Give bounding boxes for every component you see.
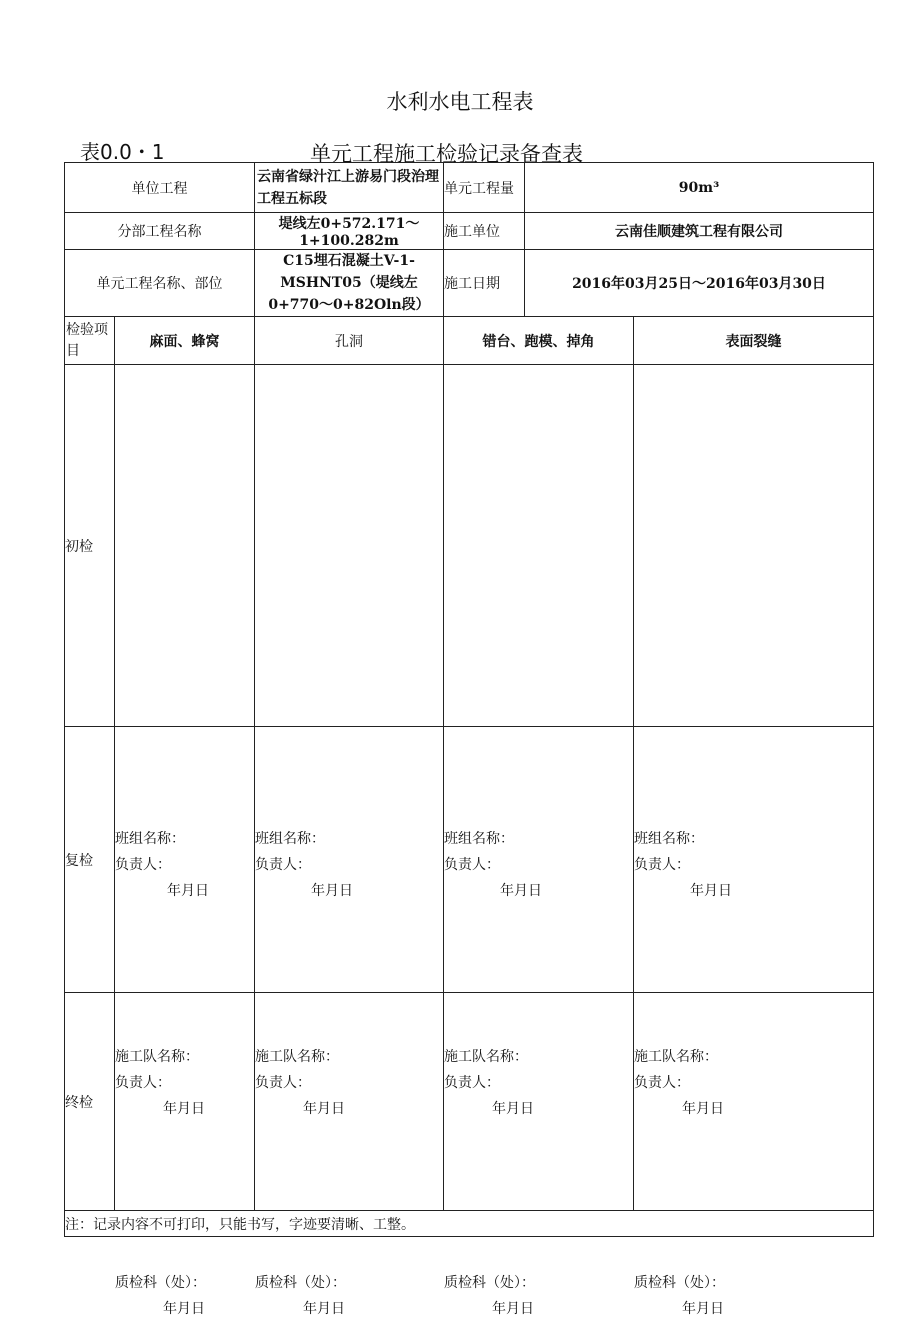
date-label: 年月日 — [492, 1100, 534, 1117]
crew-name-label: 施工队名称： — [634, 1048, 718, 1065]
qc-department-label: 质检科（处）： — [444, 1274, 535, 1291]
date-label: 年月日 — [492, 1300, 534, 1317]
element-value: C15埋石混凝土V-1-MSHNT05（堤线左0+770～0+82Oln段） — [255, 250, 444, 317]
person-in-charge-label: 负责人： — [444, 1074, 500, 1091]
crew-name-label: 施工队名称： — [444, 1048, 528, 1065]
final-cell — [255, 993, 444, 1317]
unit-project-label: 单位工程 — [65, 163, 255, 213]
stage-final-label: 终检 — [65, 993, 115, 1211]
qc-department-label: 质检科（处）： — [255, 1274, 346, 1291]
unit-quantity-label: 单元工程量 — [444, 163, 525, 213]
item-holes: 孔洞 — [255, 317, 444, 365]
stage-recheck-label: 复检 — [65, 727, 115, 993]
table-number: 表0.0・1 — [80, 140, 165, 164]
person-in-charge-label: 负责人： — [634, 856, 690, 873]
person-in-charge-label: 负责人： — [115, 856, 171, 873]
item-pitting: 麻面、蜂窝 — [115, 317, 255, 365]
item-surface-cracks: 表面裂缝 — [634, 317, 874, 365]
person-in-charge-label: 负责人： — [444, 856, 500, 873]
division-label: 分部工程名称 — [65, 213, 255, 250]
team-name-label: 班组名称： — [255, 830, 325, 847]
division-value: 堤线左0+572.171～1+100.282m — [255, 213, 444, 250]
date-label: 年月日 — [311, 882, 353, 899]
date-label: 年月日 — [303, 1300, 345, 1317]
team-name-label: 班组名称： — [115, 830, 185, 847]
person-in-charge-label: 负责人： — [634, 1074, 690, 1091]
contractor-value: 云南佳顺建筑工程有限公司 — [525, 213, 874, 250]
date-label: 年月日 — [500, 882, 542, 899]
team-name-label: 班组名称： — [444, 830, 514, 847]
date-label: 年月日 — [163, 1300, 205, 1317]
date-label: 年月日 — [690, 882, 732, 899]
inspection-record-table — [64, 162, 874, 1317]
initial-cell — [634, 365, 874, 899]
page-title: 水利水电工程表 — [386, 90, 534, 114]
person-in-charge-label: 负责人： — [255, 856, 311, 873]
date-label: 年月日 — [682, 1100, 724, 1117]
initial-cell — [115, 365, 255, 899]
date-value: 2016年03月25日～2016年03月30日 — [525, 250, 874, 317]
person-in-charge-label: 负责人： — [115, 1074, 171, 1091]
initial-cell — [444, 365, 634, 899]
final-cell — [634, 993, 874, 1317]
item-misalignment: 错台、跑模、掉角 — [444, 317, 634, 365]
unit-project-value: 云南省绿汁江上游易门段治理工程五标段 — [255, 163, 444, 213]
unit-quantity-value: 90m³ — [525, 163, 874, 213]
date-label: 施工日期 — [444, 250, 525, 317]
crew-name-label: 施工队名称： — [115, 1048, 199, 1065]
initial-cell — [255, 365, 444, 899]
date-label: 年月日 — [303, 1100, 345, 1117]
crew-name-label: 施工队名称： — [255, 1048, 339, 1065]
date-label: 年月日 — [163, 1100, 205, 1117]
qc-department-label: 质检科（处）： — [115, 1274, 206, 1291]
contractor-label: 施工单位 — [444, 213, 525, 250]
items-label: 检验项目 — [65, 317, 115, 365]
person-in-charge-label: 负责人： — [255, 1074, 311, 1091]
form-title: 单元工程施工检验记录备查表 — [310, 142, 583, 166]
stage-initial-label: 初检 — [65, 365, 115, 727]
footer-note: 注：记录内容不可打印，只能书写，字迹要清晰、工整。 — [65, 1211, 874, 1237]
final-cell — [444, 993, 634, 1317]
qc-department-label: 质检科（处）： — [634, 1274, 725, 1291]
team-name-label: 班组名称： — [634, 830, 704, 847]
date-label: 年月日 — [167, 882, 209, 899]
element-label: 单元工程名称、部位 — [65, 250, 255, 317]
date-label: 年月日 — [682, 1300, 724, 1317]
